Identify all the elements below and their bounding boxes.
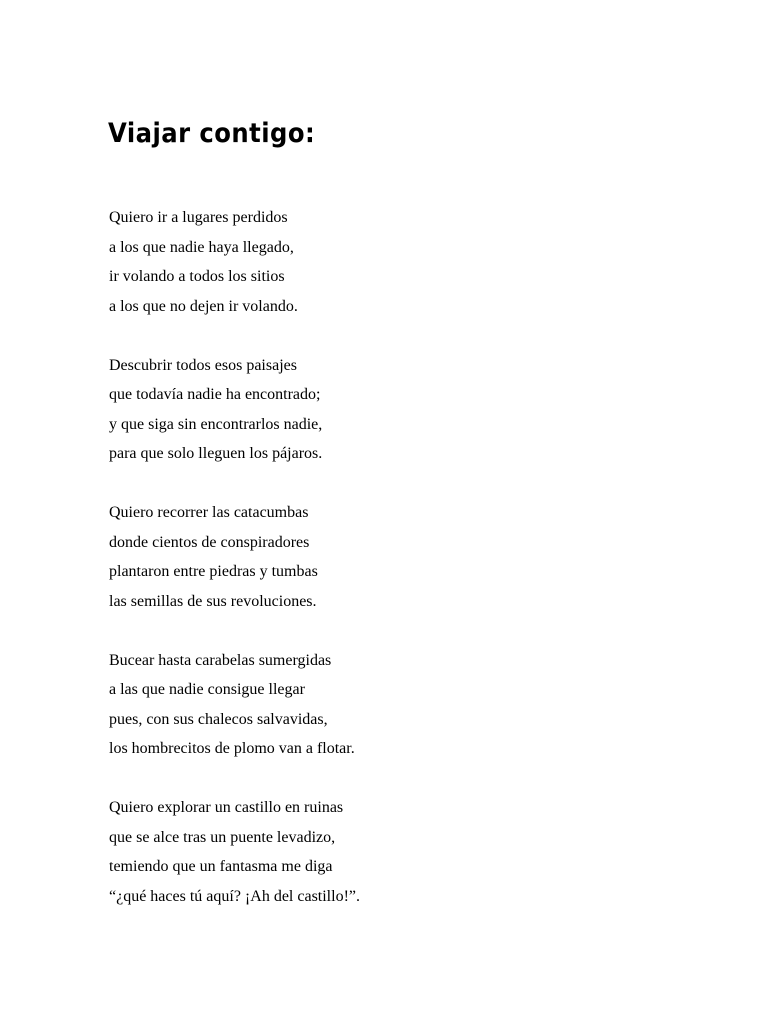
stanza-5: [109, 793, 360, 911]
poem-line: los hombrecitos de plomo van a flotar.: [109, 740, 355, 757]
poem-line: donde cientos de conspiradores: [109, 533, 310, 551]
poem-line: a las que nadie consigue llegar: [109, 681, 305, 698]
poem-line: Quiero recorrer las catacumbas: [109, 504, 309, 521]
poem-line: y que siga sin encontrarlos nadie,: [109, 415, 323, 433]
poem-line: las semillas de sus revoluciones.: [109, 592, 317, 610]
poem-body: [109, 203, 360, 941]
poem-line: Quiero explorar un castillo en ruinas: [109, 799, 344, 816]
poem-line: ir volando a todos los sitios: [109, 268, 285, 285]
poem-line: pues, con sus chalecos salvavidas,: [109, 710, 328, 728]
poem-line: que todavía nadie ha encontrado;: [109, 386, 321, 403]
poem-line: Quiero ir a lugares perdidos: [109, 209, 288, 226]
poem-line: “¿qué haces tú aquí? ¡Ah del castillo!”.: [109, 887, 360, 905]
stanza-2: [109, 351, 360, 469]
poem-line: a los que nadie haya llegado,: [109, 238, 294, 256]
poem-line: Bucear hasta carabelas sumergidas: [109, 651, 332, 669]
poem-line: plantaron entre piedras y tumbas: [109, 563, 318, 580]
stanza-3: [109, 498, 360, 616]
poem-line: que se alce tras un puente levadizo,: [109, 828, 336, 846]
stanza-4: [109, 646, 360, 764]
stanza-1: [109, 203, 360, 321]
poem-line: Descubrir todos esos paisajes: [109, 356, 297, 374]
poem-line: para que solo lleguen los pájaros.: [109, 445, 323, 462]
poem-line: temiendo que un fantasma me diga: [109, 858, 333, 875]
poem-line: a los que no dejen ir volando.: [109, 297, 298, 315]
poem-title: Viajar contigo:: [108, 118, 316, 149]
